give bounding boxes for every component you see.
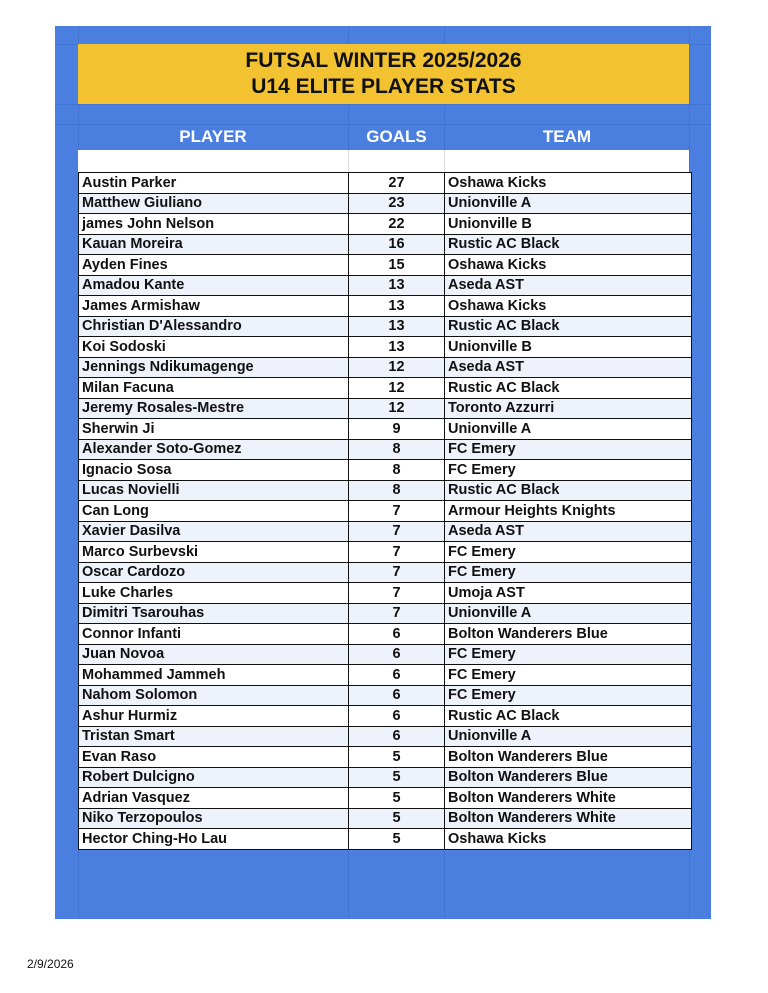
player-cell: Can Long (79, 501, 349, 522)
goals-cell: 12 (349, 378, 445, 399)
table-row (79, 583, 692, 604)
goals-cell: 5 (349, 808, 445, 829)
goals-cell: 7 (349, 501, 445, 522)
goals-cell: 15 (349, 255, 445, 276)
table-row (79, 501, 692, 522)
team-cell: Unionville A (445, 726, 692, 747)
goals-cell: 8 (349, 480, 445, 501)
team-cell: FC Emery (445, 562, 692, 583)
table-row (79, 788, 692, 809)
table-row (79, 542, 692, 563)
player-cell: Adrian Vasquez (79, 788, 349, 809)
team-cell: Rustic AC Black (445, 316, 692, 337)
player-cell: Hector Ching-Ho Lau (79, 829, 349, 850)
team-cell: Oshawa Kicks (445, 296, 692, 317)
goals-cell: 6 (349, 726, 445, 747)
title-banner (78, 44, 689, 104)
player-stats-body (79, 173, 692, 850)
team-cell: FC Emery (445, 439, 692, 460)
table-row (79, 398, 692, 419)
player-cell: Ashur Hurmiz (79, 706, 349, 727)
goals-cell: 13 (349, 275, 445, 296)
player-cell: Amadou Kante (79, 275, 349, 296)
table-row (79, 357, 692, 378)
spreadsheet-sheet (55, 26, 711, 919)
player-cell: Mohammed Jammeh (79, 665, 349, 686)
goals-cell: 6 (349, 685, 445, 706)
table-row (79, 337, 692, 358)
player-cell: Koi Sodoski (79, 337, 349, 358)
table-row (79, 480, 692, 501)
title-line-2: U14 ELITE PLAYER STATS (251, 75, 516, 98)
table-row (79, 173, 692, 194)
goals-cell: 6 (349, 644, 445, 665)
player-cell: Xavier Dasilva (79, 521, 349, 542)
goals-cell: 5 (349, 767, 445, 788)
table-row (79, 460, 692, 481)
team-cell: Unionville B (445, 337, 692, 358)
goals-cell: 22 (349, 214, 445, 235)
table-row (79, 603, 692, 624)
team-cell: FC Emery (445, 542, 692, 563)
player-cell: Christian D'Alessandro (79, 316, 349, 337)
table-row (79, 255, 692, 276)
goals-cell: 7 (349, 521, 445, 542)
team-cell: Bolton Wanderers Blue (445, 747, 692, 768)
goals-cell: 7 (349, 562, 445, 583)
table-row (79, 378, 692, 399)
player-cell: Evan Raso (79, 747, 349, 768)
table-row (79, 829, 692, 850)
team-cell: Unionville A (445, 193, 692, 214)
grid-line (55, 104, 711, 105)
goals-cell: 8 (349, 460, 445, 481)
player-cell: Dimitri Tsarouhas (79, 603, 349, 624)
team-cell: FC Emery (445, 665, 692, 686)
player-cell: Alexander Soto-Gomez (79, 439, 349, 460)
table-row (79, 706, 692, 727)
player-cell: Jennings Ndikumagenge (79, 357, 349, 378)
player-cell: Marco Surbevski (79, 542, 349, 563)
team-cell: Unionville A (445, 603, 692, 624)
team-cell: Oshawa Kicks (445, 255, 692, 276)
team-cell: Oshawa Kicks (445, 829, 692, 850)
goals-cell: 6 (349, 624, 445, 645)
team-cell: Bolton Wanderers Blue (445, 767, 692, 788)
table-row (79, 419, 692, 440)
team-cell: Armour Heights Knights (445, 501, 692, 522)
table-row (79, 562, 692, 583)
table-row (79, 214, 692, 235)
goals-cell: 7 (349, 542, 445, 563)
goals-cell: 12 (349, 357, 445, 378)
player-cell: Ignacio Sosa (79, 460, 349, 481)
print-date: 2/9/2026 (27, 957, 74, 971)
goals-cell: 27 (349, 173, 445, 194)
table-row (79, 439, 692, 460)
player-cell: james John Nelson (79, 214, 349, 235)
team-cell: Bolton Wanderers White (445, 788, 692, 809)
goals-cell: 7 (349, 583, 445, 604)
player-cell: Jeremy Rosales-Mestre (79, 398, 349, 419)
team-cell: Rustic AC Black (445, 234, 692, 255)
team-cell: FC Emery (445, 460, 692, 481)
table-row (79, 275, 692, 296)
table-row (79, 193, 692, 214)
team-cell: Oshawa Kicks (445, 173, 692, 194)
goals-cell: 13 (349, 316, 445, 337)
goals-cell: 9 (349, 419, 445, 440)
goals-cell: 8 (349, 439, 445, 460)
team-cell: Aseda AST (445, 357, 692, 378)
table-row (79, 644, 692, 665)
table-row (79, 234, 692, 255)
goals-cell: 13 (349, 296, 445, 317)
player-cell: Matthew Giuliano (79, 193, 349, 214)
player-cell: Luke Charles (79, 583, 349, 604)
team-cell: Toronto Azzurri (445, 398, 692, 419)
table-row (79, 747, 692, 768)
player-cell: Nahom Solomon (79, 685, 349, 706)
player-cell: Juan Novoa (79, 644, 349, 665)
team-cell: Unionville A (445, 419, 692, 440)
table-row (79, 316, 692, 337)
player-cell: Ayden Fines (79, 255, 349, 276)
player-cell: Austin Parker (79, 173, 349, 194)
goals-cell: 5 (349, 829, 445, 850)
team-cell: Umoja AST (445, 583, 692, 604)
team-cell: Aseda AST (445, 275, 692, 296)
goals-cell: 6 (349, 706, 445, 727)
goals-cell: 7 (349, 603, 445, 624)
team-cell: FC Emery (445, 685, 692, 706)
goals-cell: 16 (349, 234, 445, 255)
team-cell: Rustic AC Black (445, 480, 692, 501)
table-row (79, 685, 692, 706)
table-row (79, 521, 692, 542)
table-row (79, 624, 692, 645)
header-goals: GOALS (366, 127, 427, 146)
player-cell: Milan Facuna (79, 378, 349, 399)
player-stats-table (78, 172, 692, 850)
table-row (79, 665, 692, 686)
goals-cell: 6 (349, 665, 445, 686)
player-cell: Oscar Cardozo (79, 562, 349, 583)
player-cell: Kauan Moreira (79, 234, 349, 255)
table-row (79, 767, 692, 788)
player-cell: Connor Infanti (79, 624, 349, 645)
blank-row (78, 150, 689, 172)
team-cell: Aseda AST (445, 521, 692, 542)
team-cell: Bolton Wanderers White (445, 808, 692, 829)
player-cell: James Armishaw (79, 296, 349, 317)
column-header-row (78, 124, 689, 150)
team-cell: FC Emery (445, 644, 692, 665)
table-row (79, 296, 692, 317)
goals-cell: 5 (349, 747, 445, 768)
player-cell: Robert Dulcigno (79, 767, 349, 788)
team-cell: Rustic AC Black (445, 706, 692, 727)
table-row (79, 726, 692, 747)
team-cell: Unionville B (445, 214, 692, 235)
team-cell: Bolton Wanderers Blue (445, 624, 692, 645)
player-cell: Tristan Smart (79, 726, 349, 747)
player-cell: Lucas Novielli (79, 480, 349, 501)
player-cell: Sherwin Ji (79, 419, 349, 440)
goals-cell: 12 (349, 398, 445, 419)
goals-cell: 13 (349, 337, 445, 358)
table-row (79, 808, 692, 829)
player-cell: Niko Terzopoulos (79, 808, 349, 829)
header-team: TEAM (542, 127, 592, 146)
title-line-1: FUTSAL WINTER 2025/2026 (245, 49, 522, 72)
goals-cell: 23 (349, 193, 445, 214)
goals-cell: 5 (349, 788, 445, 809)
header-player: PLAYER (179, 127, 247, 146)
team-cell: Rustic AC Black (445, 378, 692, 399)
